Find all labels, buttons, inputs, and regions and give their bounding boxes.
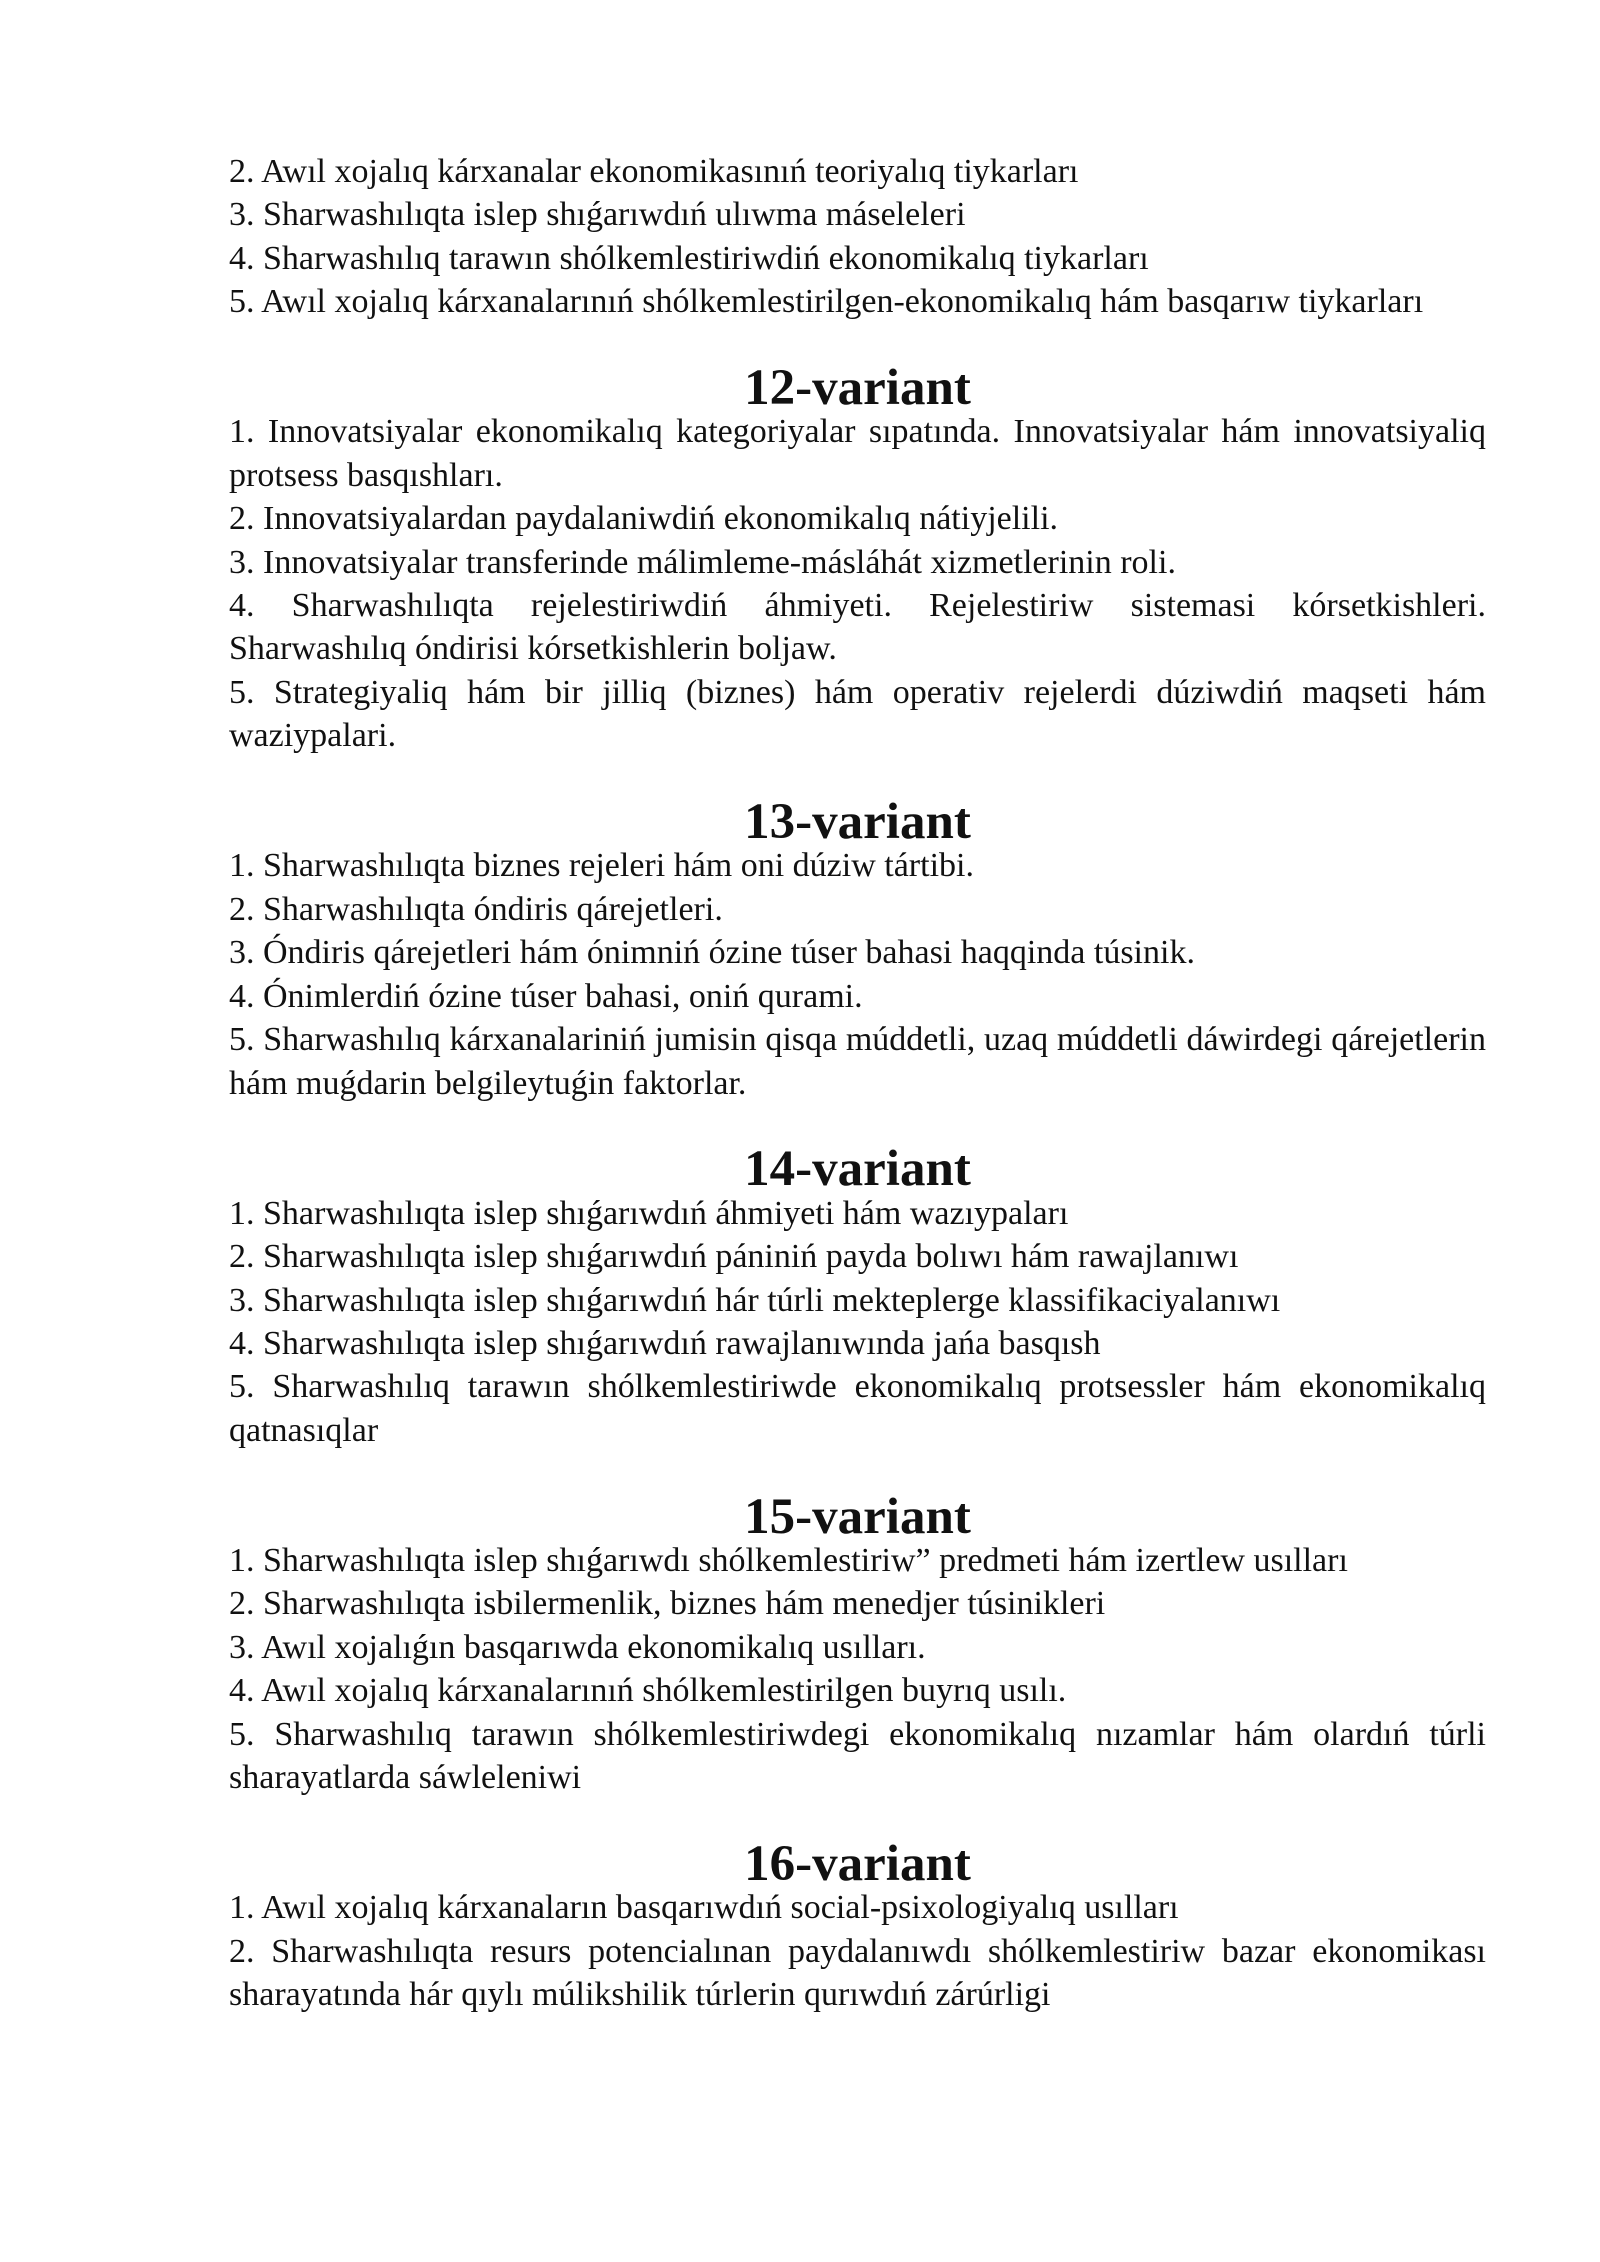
list-item: 1. Sharwashılıqta islep shıǵarıwdıń áhmiyeti hám wazıypaları [229, 1194, 1069, 1232]
list-item: 4. Sharwashılıq tarawın shólkemlestiriwdiń ekonomikalıq tiykarları [229, 239, 1149, 277]
list-item: 3. Óndiris qárejetleri hám ónimniń ózine túser bahasi haqqinda túsinik. [229, 934, 1195, 972]
list-item: 2. Innovatsiyalardan paydalaniwdiń ekonomikalıq nátiyjelili. [229, 500, 1059, 538]
section-heading: 16-variant [744, 1835, 971, 1892]
section-continued [229, 150, 1486, 324]
list-item: 4. Awıl xojalıq kárxanalarınıń shólkemlestirilgen buyrıq usılı. [229, 1672, 1067, 1710]
section-variant-13 [229, 794, 1486, 1105]
section-variant-16 [229, 1835, 1486, 2017]
list-item: 3. Sharwashılıqta islep shıǵarıwdıń ulıwma máseleleri [229, 196, 966, 234]
list-item: 1. Innovatsiyalar ekonomikalıq kategoriyalar sıpatında. Innovatsiyalar hám innovatsiyaliq protsess basqıshları. [229, 413, 1486, 494]
section-heading: 12-variant [744, 360, 971, 417]
section-heading: 13-variant [744, 794, 971, 851]
list-item: 5. Strategiyaliq hám bir jilliq (biznes) hám operativ rejelerdi dúziwdiń maqseti hám waziypalari. [229, 673, 1486, 755]
section-variant-14 [229, 1141, 1486, 1452]
list-item: 3. Awıl xojalıǵın basqarıwda ekonomikalıq usılları. [229, 1628, 926, 1666]
section-heading: 14-variant [744, 1141, 971, 1198]
section-variant-12 [229, 360, 1486, 758]
document-page [229, 150, 1486, 2016]
list-item: 5. Sharwashılıq kárxanalariniń jumisin qisqa múddetli, uzaq múddetli dáwirdegi qárejetlerin hám muǵdarin belgileytuǵin faktorlar. [229, 1021, 1486, 1102]
section-variant-15 [229, 1488, 1486, 1800]
list-item: 2. Sharwashılıqta resurs potencialınan paydalanıwdı shólkemlestiriw bazar ekonomikası sharayatında hár qıylı múlikshilik túrlerin qurıwdıń zárúrligi [229, 1932, 1486, 2013]
list-item: 1. Sharwashılıqta islep shıǵarıwdı shólkemlestiriw” predmeti hám izertlew usılları [229, 1541, 1348, 1579]
list-item: 1. Sharwashılıqta biznes rejeleri hám oni dúziw tártibi. [229, 847, 974, 885]
list-item: 1. Awıl xojalıq kárxanaların basqarıwdıń social-psixologiyalıq usılları [229, 1889, 1179, 1927]
list-item: 2. Sharwashılıqta isbilermenlik, biznes hám menedjer túsinikleri [229, 1585, 1106, 1623]
list-item: 5. Sharwashılıq tarawın shólkemlestiriwde ekonomikalıq protsessler hám ekonomikalıq qatnasıqlar [229, 1368, 1486, 1449]
list-item: 3. Sharwashılıqta islep shıǵarıwdıń hár túrli mekteplerge klassifikaciyalanıwı [229, 1281, 1281, 1319]
list-item: 2. Sharwashılıqta islep shıǵarıwdıń pániniń payda bolıwı hám rawajlanıwı [229, 1238, 1239, 1276]
list-item: 4. Sharwashılıqta islep shıǵarıwdıń rawajlanıwında jańa basqısh [229, 1324, 1101, 1362]
list-item: 2. Awıl xojalıq kárxanalar ekonomikasınıń teoriyalıq tiykarları [229, 153, 1079, 190]
list-item: 4. Sharwashılıqta rejelestiriwdiń áhmiyeti. Rejelestiriw sistemasi kórsetkishleri. Sharwashılıq óndirisi kórsetkishlerin boljaw. [229, 587, 1486, 668]
list-item: 2. Sharwashılıqta óndiris qárejetleri. [229, 890, 723, 928]
list-item: 4. Ónimlerdiń ózine túser bahasi, oniń qurami. [229, 977, 863, 1015]
list-item: 5. Sharwashılıq tarawın shólkemlestiriwdegi ekonomikalıq nızamlar hám olardıń túrli sharayatlarda sáwleleniwi [229, 1715, 1486, 1796]
list-item: 5. Awıl xojalıq kárxanalarınıń shólkemlestirilgen-ekonomikalıq hám basqarıw tiykarları [229, 283, 1424, 321]
list-item: 3. Innovatsiyalar transferinde málimleme-másláhát xizmetlerinin roli. [229, 543, 1176, 581]
section-heading: 15-variant [744, 1488, 971, 1545]
